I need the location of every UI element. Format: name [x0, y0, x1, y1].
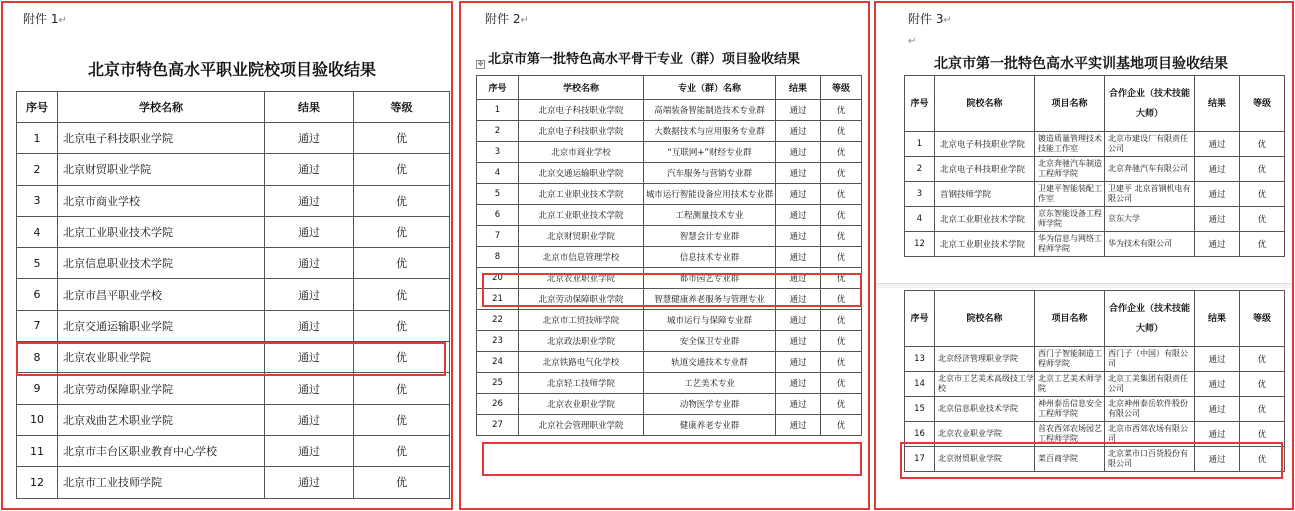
column-header: 学校名称: [519, 76, 644, 100]
table-cell: 北京工业职业技术学院: [935, 232, 1035, 257]
column-header: 合作企业（技术技能大师）: [1105, 291, 1195, 347]
table-cell: 优: [821, 247, 862, 268]
table-cell: 通过: [1195, 422, 1240, 447]
table-cell: 通过: [265, 373, 354, 404]
page-break: [876, 283, 1294, 288]
table-cell: 北京电子科技职业学院: [935, 132, 1035, 157]
column-header: 结果: [1195, 76, 1240, 132]
table-cell: 北京劳动保障职业学院: [58, 373, 265, 404]
table-cell: 优: [1240, 372, 1285, 397]
page-title: 北京市第一批特色高水平骨干专业（群）项目验收结果: [488, 52, 801, 67]
column-header: 序号: [17, 92, 58, 123]
table-header-row: [17, 92, 450, 123]
table-row: [17, 154, 450, 185]
attachment-2-panel: [459, 1, 870, 510]
table-cell: 2: [477, 121, 519, 142]
table-row: [17, 248, 450, 279]
table-cell: 优: [821, 331, 862, 352]
table-cell: 神州泰岳信息安全工程师学院: [1035, 397, 1105, 422]
table-cell: 优: [354, 248, 450, 279]
table-cell: 华为信息与网络工程师学院: [1035, 232, 1105, 257]
table-row: [905, 132, 1285, 157]
table-cell: 2: [17, 154, 58, 185]
column-header: 序号: [905, 76, 935, 132]
table-cell: 优: [821, 163, 862, 184]
table-cell: 北京市工艺美术高级技工学校: [935, 372, 1035, 397]
table-cell: 优: [354, 279, 450, 310]
table-cell: 北京工艺美术师学院: [1035, 372, 1105, 397]
table-row: [477, 205, 862, 226]
table-cell: 北京电子科技职业学院: [58, 123, 265, 154]
table-cell: 北京电子科技职业学院: [519, 100, 644, 121]
table-cell: 优: [1240, 422, 1285, 447]
results-table: [476, 75, 862, 436]
table-cell: 北京信息职业技术学院: [58, 248, 265, 279]
table-cell: 通过: [776, 184, 821, 205]
attachment-label: 附件 3↵: [908, 12, 952, 26]
table-cell: 优: [821, 289, 862, 310]
table-cell: 通过: [776, 247, 821, 268]
table-row: [17, 373, 450, 404]
table-cell: 优: [821, 184, 862, 205]
table-row: [905, 182, 1285, 207]
highlight-box: [482, 273, 862, 307]
table-cell: 北京财贸职业学院: [519, 226, 644, 247]
table-row: [477, 352, 862, 373]
table-cell: 优: [1240, 397, 1285, 422]
table-cell: 北京政法职业学院: [519, 331, 644, 352]
table-cell: 通过: [776, 373, 821, 394]
table-cell: 3: [17, 185, 58, 216]
table-cell: 15: [905, 397, 935, 422]
table-row: [905, 347, 1285, 372]
table-cell: 26: [477, 394, 519, 415]
table-cell: 通过: [776, 142, 821, 163]
table-cell: 17: [905, 447, 935, 472]
table-cell: 通过: [1195, 372, 1240, 397]
table-row: [477, 394, 862, 415]
table-cell: 优: [354, 404, 450, 435]
table-cell: 首农西郊农场园艺工程师学院: [1035, 422, 1105, 447]
table-cell: 通过: [776, 163, 821, 184]
table-cell: 北京工业职业技术学院: [519, 184, 644, 205]
table-cell: 优: [821, 310, 862, 331]
table-cell: 京东智能设备工程师学院: [1035, 207, 1105, 232]
table-cell: 北京铁路电气化学校: [519, 352, 644, 373]
column-header: 等级: [821, 76, 862, 100]
table-cell: 北京电子科技职业学院: [935, 157, 1035, 182]
table-cell: 轨道交通技术专业群: [644, 352, 776, 373]
table-cell: 北京市商业学校: [519, 142, 644, 163]
column-header: 项目名称: [1035, 291, 1105, 347]
table-cell: 通过: [1195, 182, 1240, 207]
table-cell: 4: [905, 207, 935, 232]
table-cell: 智慧健康养老服务与管理专业: [644, 289, 776, 310]
table-cell: 北京奔驰汽车制造工程师学院: [1035, 157, 1105, 182]
table-cell: 16: [905, 422, 935, 447]
table-cell: 北京劳动保障职业学院: [519, 289, 644, 310]
table-cell: 北京财贸职业学院: [58, 154, 265, 185]
table-cell: 卫建平智能装配工作室: [1035, 182, 1105, 207]
table-cell: 北京工美集团有限责任公司: [1105, 372, 1195, 397]
table-cell: 北京神州泰岳软件股份有限公司: [1105, 397, 1195, 422]
table-cell: 西门子智能制造工程师学院: [1035, 347, 1105, 372]
table-cell: 通过: [265, 404, 354, 435]
table-cell: 工程测量技术专业: [644, 205, 776, 226]
table-cell: 4: [477, 163, 519, 184]
table-cell: 工艺美术专业: [644, 373, 776, 394]
table-cell: 6: [477, 205, 519, 226]
table-cell: 通过: [265, 435, 354, 466]
table-cell: 优: [821, 352, 862, 373]
table-cell: 优: [821, 205, 862, 226]
table-cell: 通过: [265, 279, 354, 310]
table-cell: 城市运行智能设备应用技术专业群: [644, 184, 776, 205]
column-header: 等级: [1240, 76, 1285, 132]
results-table: [16, 91, 450, 499]
table-cell: 北京电子科技职业学院: [519, 121, 644, 142]
table-row: [477, 163, 862, 184]
table-cell: 北京戏曲艺术职业学院: [58, 404, 265, 435]
table-cell: 北京农业职业学院: [935, 422, 1035, 447]
table-cell: 通过: [265, 248, 354, 279]
table-cell: 通过: [1195, 232, 1240, 257]
table-cell: 北京交通运输职业学院: [519, 163, 644, 184]
column-header: 学校名称: [58, 92, 265, 123]
table-cell: 西门子（中国）有限公司: [1105, 347, 1195, 372]
column-header: 结果: [776, 76, 821, 100]
table-cell: 北京市建设厂有限责任公司: [1105, 132, 1195, 157]
attachment-3-panel: [874, 1, 1294, 510]
highlight-box: [900, 442, 1283, 479]
table-cell: 21: [477, 289, 519, 310]
table-cell: 北京市商业学校: [58, 185, 265, 216]
table-row: [477, 331, 862, 352]
table-row: [905, 207, 1285, 232]
table-cell: 25: [477, 373, 519, 394]
table-cell: 北京交通运输职业学院: [58, 310, 265, 341]
page-title: 北京市特色高水平职业院校项目验收结果: [88, 60, 377, 79]
table-cell: 11: [17, 435, 58, 466]
table-cell: 1: [17, 123, 58, 154]
table-cell: 8: [477, 247, 519, 268]
column-header: 序号: [905, 291, 935, 347]
table-cell: 北京轻工技师学院: [519, 373, 644, 394]
table-cell: 7: [17, 310, 58, 341]
table-row: [17, 310, 450, 341]
table-cell: 通过: [776, 121, 821, 142]
table-cell: 12: [17, 467, 58, 498]
table-cell: 优: [1240, 447, 1285, 472]
table-cell: 通过: [776, 394, 821, 415]
table-cell: 通过: [265, 123, 354, 154]
table-row: [17, 123, 450, 154]
table-cell: 北京农业职业学院: [58, 342, 265, 373]
table-cell: 通过: [776, 415, 821, 436]
table-cell: 北京工业职业技术学院: [58, 216, 265, 247]
table-cell: 华为技术有限公司: [1105, 232, 1195, 257]
table-cell: 4: [17, 216, 58, 247]
table-cell: 优: [354, 310, 450, 341]
table-cell: 通过: [1195, 347, 1240, 372]
table-cell: 9: [17, 373, 58, 404]
table-cell: 高端装备智能制造技术专业群: [644, 100, 776, 121]
table-cell: 优: [1240, 232, 1285, 257]
table-cell: 卫建平 北京首钢机电有限公司: [1105, 182, 1195, 207]
table-row: [905, 397, 1285, 422]
table-cell: 22: [477, 310, 519, 331]
table-cell: 北京市信息管理学校: [519, 247, 644, 268]
column-header: 合作企业（技术技能大师）: [1105, 76, 1195, 132]
table-cell: 通过: [1195, 447, 1240, 472]
table-cell: 北京奔驰汽车有限公司: [1105, 157, 1195, 182]
table-cell: 通过: [1195, 207, 1240, 232]
column-header: 结果: [265, 92, 354, 123]
table-cell: 1: [905, 132, 935, 157]
table-cell: 信息技术专业群: [644, 247, 776, 268]
table-cell: 优: [354, 342, 450, 373]
table-cell: 通过: [265, 154, 354, 185]
table-cell: 镀造质量管理技术技能工作室: [1035, 132, 1105, 157]
highlight-box: [482, 442, 862, 476]
table-cell: 6: [17, 279, 58, 310]
table-cell: 7: [477, 226, 519, 247]
table-cell: 北京信息职业技术学院: [935, 397, 1035, 422]
column-header: 结果: [1195, 291, 1240, 347]
table-row: [17, 279, 450, 310]
highlight-box: [16, 342, 446, 376]
table-cell: 北京财贸职业学院: [935, 447, 1035, 472]
table-cell: 通过: [1195, 157, 1240, 182]
attachment-label: 附件 1↵: [23, 12, 67, 26]
table-cell: 北京工业职业技术学院: [935, 207, 1035, 232]
table-cell: 5: [477, 184, 519, 205]
table-cell: 优: [1240, 347, 1285, 372]
table-cell: 优: [354, 435, 450, 466]
table-cell: 1: [477, 100, 519, 121]
table-cell: 优: [1240, 182, 1285, 207]
table-row: [905, 157, 1285, 182]
table-anchor-icon: ✥: [477, 60, 484, 68]
table-cell: 智慧会计专业群: [644, 226, 776, 247]
table-row: [905, 232, 1285, 257]
table-header-row: [477, 76, 862, 100]
table-cell: 3: [905, 182, 935, 207]
table-cell: 优: [821, 121, 862, 142]
table-cell: 京东大学: [1105, 207, 1195, 232]
table-cell: 优: [354, 467, 450, 498]
table-cell: 优: [821, 226, 862, 247]
table-cell: 10: [17, 404, 58, 435]
table-cell: 通过: [776, 268, 821, 289]
table-cell: 5: [17, 248, 58, 279]
table-cell: 安全保卫专业群: [644, 331, 776, 352]
table-cell: 北京市工业技师学院: [58, 467, 265, 498]
table-cell: 城市运行与保障专业群: [644, 310, 776, 331]
table-cell: 13: [905, 347, 935, 372]
table-cell: 通过: [776, 331, 821, 352]
table-cell: 优: [821, 268, 862, 289]
results-table-top: [904, 75, 1285, 257]
table-cell: 优: [1240, 157, 1285, 182]
column-header: 序号: [477, 76, 519, 100]
table-cell: 北京经济管理职业学院: [935, 347, 1035, 372]
table-row: [17, 404, 450, 435]
table-cell: 菜百商学院: [1035, 447, 1105, 472]
table-cell: 23: [477, 331, 519, 352]
page-title: 北京市第一批特色高水平实训基地项目验收结果: [934, 56, 1228, 72]
table-cell: 动物医学专业群: [644, 394, 776, 415]
table-row: [17, 435, 450, 466]
table-row: [477, 142, 862, 163]
table-cell: 北京农业职业学院: [519, 268, 644, 289]
table-cell: 优: [1240, 132, 1285, 157]
table-row: [477, 226, 862, 247]
table-row: [17, 185, 450, 216]
table-cell: 北京市昌平职业学校: [58, 279, 265, 310]
table-cell: 通过: [265, 342, 354, 373]
table-cell: 12: [905, 232, 935, 257]
table-cell: 优: [821, 100, 862, 121]
table-cell: 北京市丰台区职业教育中心学校: [58, 435, 265, 466]
table-cell: 大数据技术与应用服务专业群: [644, 121, 776, 142]
table-cell: 汽车服务与营销专业群: [644, 163, 776, 184]
table-cell: 优: [354, 123, 450, 154]
table-cell: 都市园艺专业群: [644, 268, 776, 289]
table-row: [477, 184, 862, 205]
table-cell: 优: [1240, 207, 1285, 232]
table-cell: 北京农业职业学院: [519, 394, 644, 415]
table-row: [17, 467, 450, 498]
table-cell: “互联网+”财经专业群: [644, 142, 776, 163]
table-cell: 14: [905, 372, 935, 397]
table-cell: 通过: [265, 185, 354, 216]
table-cell: 通过: [265, 216, 354, 247]
attachment-1-panel: [1, 1, 453, 510]
table-header-row: [905, 291, 1285, 347]
table-row: [477, 415, 862, 436]
table-cell: 优: [821, 142, 862, 163]
table-row: [477, 247, 862, 268]
table-cell: 北京菜市口百货股份有限公司: [1105, 447, 1195, 472]
table-cell: 通过: [776, 289, 821, 310]
table-cell: 北京市工贸技师学院: [519, 310, 644, 331]
table-cell: 优: [354, 185, 450, 216]
table-cell: 优: [354, 154, 450, 185]
table-cell: 8: [17, 342, 58, 373]
table-cell: 通过: [776, 226, 821, 247]
table-cell: 通过: [1195, 397, 1240, 422]
table-cell: 健康养老专业群: [644, 415, 776, 436]
attachment-label: 附件 2↵: [485, 12, 529, 26]
column-header: 等级: [1240, 291, 1285, 347]
table-cell: 20: [477, 268, 519, 289]
table-cell: 优: [354, 373, 450, 404]
paragraph-mark: ↵: [908, 36, 917, 47]
table-cell: 通过: [776, 352, 821, 373]
table-row: [477, 310, 862, 331]
table-cell: 北京社会管理职业学院: [519, 415, 644, 436]
table-cell: 优: [821, 415, 862, 436]
table-cell: 通过: [776, 310, 821, 331]
table-cell: 通过: [265, 467, 354, 498]
table-cell: 3: [477, 142, 519, 163]
table-cell: 优: [354, 216, 450, 247]
table-cell: 24: [477, 352, 519, 373]
table-row: [17, 216, 450, 247]
table-cell: 27: [477, 415, 519, 436]
column-header: 院校名称: [935, 291, 1035, 347]
table-header-row: [905, 76, 1285, 132]
table-cell: 首钢技师学院: [935, 182, 1035, 207]
table-cell: 北京工业职业技术学院: [519, 205, 644, 226]
table-row: [477, 121, 862, 142]
table-cell: 2: [905, 157, 935, 182]
table-row: [477, 100, 862, 121]
column-header: 专业（群）名称: [644, 76, 776, 100]
table-cell: 通过: [776, 100, 821, 121]
table-cell: 北京市西郊农场有限公司: [1105, 422, 1195, 447]
table-cell: 通过: [265, 310, 354, 341]
table-cell: 通过: [1195, 132, 1240, 157]
table-cell: 通过: [776, 205, 821, 226]
column-header: 等级: [354, 92, 450, 123]
column-header: 院校名称: [935, 76, 1035, 132]
table-cell: 优: [821, 373, 862, 394]
table-row: [477, 373, 862, 394]
table-row: [905, 372, 1285, 397]
table-cell: 优: [821, 394, 862, 415]
column-header: 项目名称: [1035, 76, 1105, 132]
